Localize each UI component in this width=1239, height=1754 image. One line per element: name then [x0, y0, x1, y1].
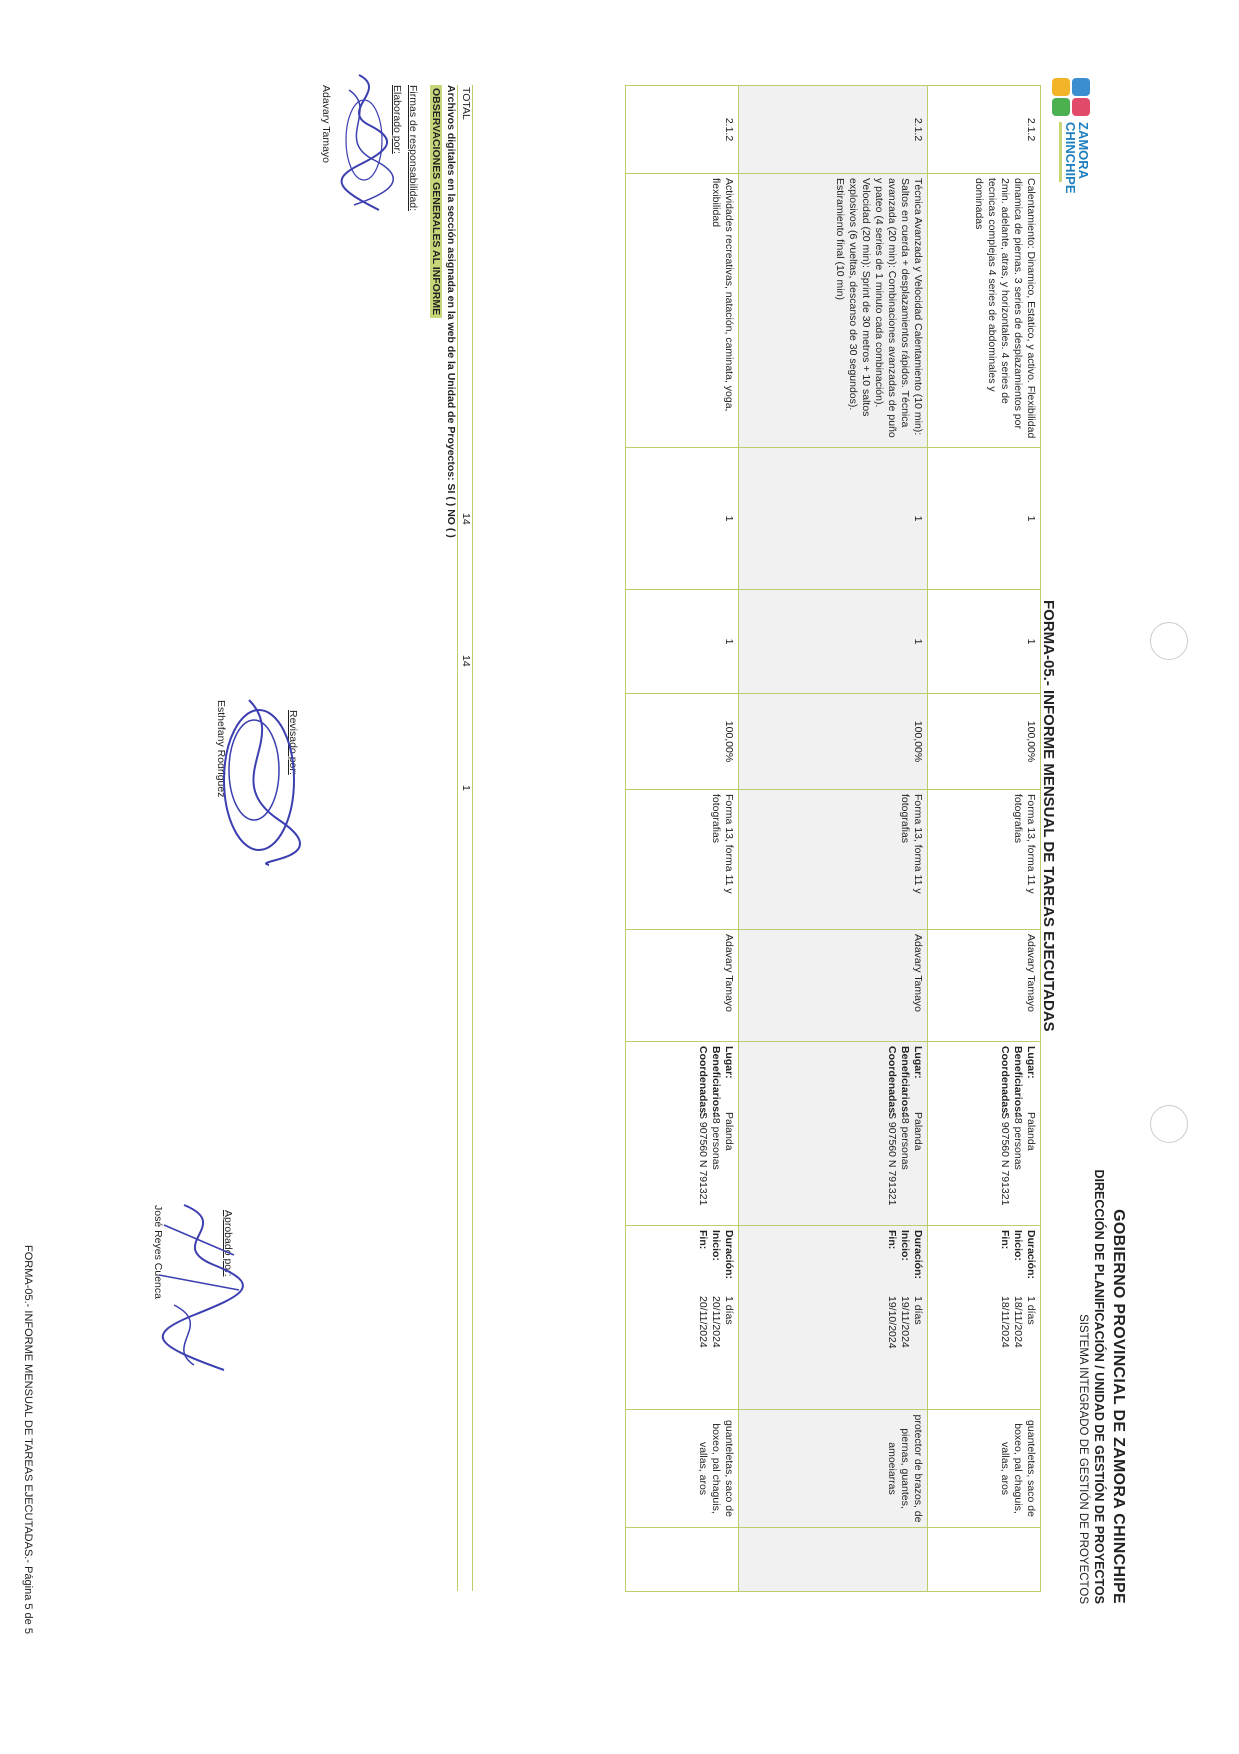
total-label: TOTAL: [460, 87, 472, 120]
activity-description: Calentamiento: Dinamico, Estatico, y activo. Flexibilidad dinamica de piernas. 3 series de desplazamientos por 2min. adelante, atras, y horizontales. 4 series de tecnicas complejas 4 series de abdominales y dominadas: [928, 174, 1041, 448]
blank-cell: [928, 1528, 1041, 1592]
location-info: [928, 1042, 1041, 1226]
evidence: Forma 13, forma 11 y fotografias: [928, 790, 1041, 930]
activity-code: 2.1.2: [739, 86, 928, 174]
resources: protector de brazos, de piernas, guantes, amoeiarras: [739, 1410, 928, 1528]
beneficiarios-entry: Beneficiarios:48 personas: [1012, 1046, 1024, 1170]
blank-cell: [739, 1528, 928, 1592]
planned-count: 1: [928, 448, 1041, 590]
provincial-logo: [1036, 78, 1096, 194]
resources: guanteletas, saco de boxeo, pal chaguis, vallas, aros: [626, 1410, 739, 1528]
executed-count: 1: [626, 590, 739, 694]
coordenadas-entry: Coordenadas:S 907560 N 791321: [886, 1046, 898, 1206]
lugar-entry: Lugar:Palanda: [723, 1046, 735, 1151]
activity-code: 2.1.2: [928, 86, 1041, 174]
inicio-entry: Inicio:18/11/2024: [1012, 1230, 1024, 1348]
table-row: [739, 86, 928, 1592]
logo-mark-icon: [1050, 78, 1090, 118]
elaborado-name: Adavary Tamayo: [320, 85, 332, 164]
percent-complete: 100,00%: [626, 694, 739, 790]
aprobado-name: José Reyes Cuenca: [152, 1205, 164, 1299]
tasks-table: [625, 85, 1041, 1592]
activity-code: 2.1.2: [626, 86, 739, 174]
form-title: FORMA-05.- INFORME MENSUAL DE TAREAS EJECUTADAS: [1040, 600, 1057, 1032]
evidence: Forma 13, forma 11 y fotografias: [739, 790, 928, 930]
beneficiarios-entry: Beneficiarios:48 personas: [899, 1046, 911, 1170]
responsible: Adavary Tamayo: [739, 930, 928, 1042]
total-planned: 14: [460, 513, 472, 525]
fin-entry: Fin:19/10/2024: [886, 1230, 898, 1349]
duracion-entry: Duración:1 días: [723, 1230, 735, 1325]
observations: [430, 85, 457, 1591]
coordenadas-entry: Coordenadas:S 907560 N 791321: [697, 1046, 709, 1206]
logo-underline: [1059, 122, 1062, 182]
schedule-info: [626, 1226, 739, 1410]
duracion-entry: Duración:1 días: [912, 1230, 924, 1325]
inicio-entry: Inicio:19/11/2024: [899, 1230, 911, 1348]
logo-brand: ZAMORA CHINCHIPE: [1063, 122, 1091, 194]
coordenadas-entry: Coordenadas:S 907560 N 791321: [999, 1046, 1011, 1206]
evidence: Forma 13, forma 11 y fotografias: [626, 790, 739, 930]
fin-entry: Fin:18/11/2024: [999, 1230, 1011, 1348]
blank-cell: [626, 1528, 739, 1592]
table-row: [626, 86, 739, 1592]
digital-files-line: Archivos digitales en la sección asignada en la web de la Unidad de Proyectos: SI ( ) NO ( ): [445, 85, 457, 538]
revisado-label: Revisado por:: [287, 710, 299, 775]
elaborado-signature-icon: [329, 70, 399, 220]
total-row: [457, 85, 473, 1591]
aprobado-label: Aprobado por:: [222, 1210, 234, 1277]
lugar-entry: Lugar:Palanda: [912, 1046, 924, 1151]
table-row: [928, 86, 1041, 1592]
responsible: Adavary Tamayo: [626, 930, 739, 1042]
header-direction: DIRECCIÓN DE PLANIFICACIÓN / UNIDAD DE GESTIÓN DE PROYECTOS: [1092, 1169, 1106, 1604]
fin-entry: Fin:20/11/2024: [697, 1230, 709, 1348]
resources: guanteletas, saco de boxeo, pal chaguis, vallas, aros: [928, 1410, 1041, 1528]
executed-count: 1: [928, 590, 1041, 694]
header-government: GOBIERNO PROVINCIAL DE ZAMORA CHINCHIPE: [1110, 1209, 1127, 1604]
planned-count: 1: [626, 448, 739, 590]
schedule-info: [928, 1226, 1041, 1410]
location-info: [739, 1042, 928, 1226]
page-footer: FORMA-05.- INFORME MENSUAL DE TAREAS EJECUTADAS.- Página 5 de 5: [22, 1245, 34, 1634]
beneficiarios-entry: Beneficiarios:48 personas: [710, 1046, 722, 1170]
location-info: [626, 1042, 739, 1226]
header-system: SISTEMA INTEGRADO DE GESTIÓN DE PROYECTOS: [1077, 1314, 1089, 1604]
percent-complete: 100,00%: [739, 694, 928, 790]
percent-complete: 100,00%: [928, 694, 1041, 790]
total-percent: 1: [460, 785, 472, 791]
general-observations-label: OBSERVACIONES GENERALES AL INFORME: [430, 85, 442, 318]
planned-count: 1: [739, 448, 928, 590]
activity-description: Técnica Avanzada y Velocidad Calentamiento (10 min): Saltos en cuerda + desplazamientos rápidos. Técnica avanzada (20 min): Combinaciones avanzadas de puño y pateo (4 series de 1 minuto cada combinación). Velocidad (20 min): Sprint de 30 metros + 10 saltos explosivos (6 vueltas, descanso de 30 segundos). Estiramiento final (10 min): [739, 174, 928, 448]
schedule-info: [739, 1226, 928, 1410]
revisado-signature-icon: [209, 690, 309, 870]
total-executed: 14: [460, 655, 472, 667]
signatures-heading: Firmas de responsabilidad:: [407, 85, 419, 212]
duracion-entry: Duración:1 días: [1025, 1230, 1037, 1325]
lugar-entry: Lugar:Palanda: [1025, 1046, 1037, 1151]
aprobado-signature-icon: [144, 1195, 254, 1375]
responsible: Adavary Tamayo: [928, 930, 1041, 1042]
revisado-name: Esthefany Rodriguez: [215, 700, 227, 798]
elaborado-label: Elaborado por:: [391, 85, 403, 154]
executed-count: 1: [739, 590, 928, 694]
activity-description: Actividades recreativas, natación, caminata, yoga, flexibilidad: [626, 174, 739, 448]
inicio-entry: Inicio:20/11/2024: [710, 1230, 722, 1348]
